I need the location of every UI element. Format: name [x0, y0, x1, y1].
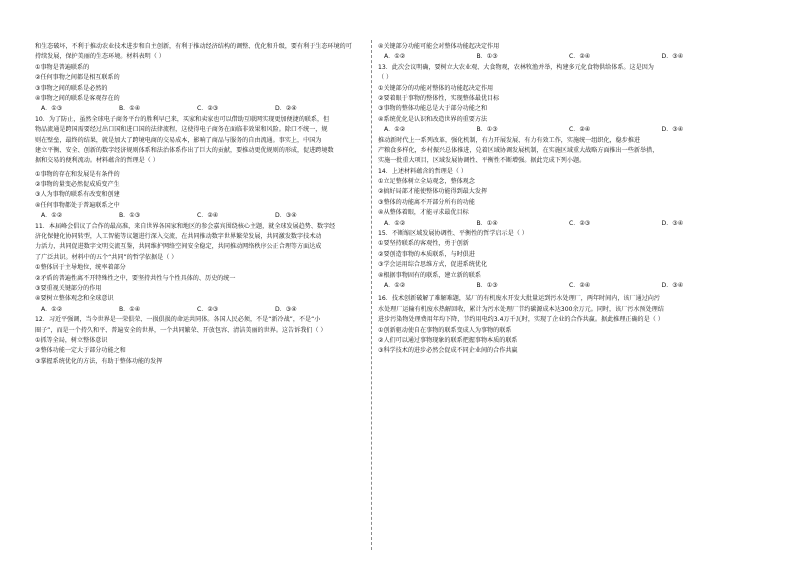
answer-option: B．①④ [119, 105, 141, 113]
text-line: ①要坚持联系的客观性，勇于创新 [378, 240, 469, 248]
text-line: ②要着眼于事物的整体性，实现整体最优目标 [378, 94, 500, 102]
text-line: ③要重视关键部分的作用 [35, 284, 102, 292]
text-line: 14．上述材料蕴含的哲理是（ ） [378, 167, 467, 175]
answer-option: C．②④ [569, 53, 591, 61]
answer-options [35, 211, 366, 221]
text-line: ①创新驱动使自在事物的联系变成人为事物的联系 [378, 326, 512, 334]
text-line: ②搞好局部才能使整体功能得到最大发挥 [378, 188, 488, 196]
text-line: ①事物是普遍联系的 [35, 63, 90, 71]
answer-options [35, 305, 366, 315]
text-line: ①关键部分的功能对整体的功能起决定作用 [378, 84, 494, 92]
answer-option: C．②③ [197, 105, 219, 113]
right-column [378, 42, 754, 552]
text-line: 据和交易的便利流动。材料蕴含的哲理是（ ） [35, 157, 159, 165]
answer-option: D．③④ [661, 53, 684, 61]
answer-option: D．③④ [661, 281, 684, 289]
answer-option: B．①④ [119, 305, 141, 313]
answer-option: A．①② [384, 53, 406, 61]
text-line: ①整体居于主导地位，统率着部分 [35, 264, 126, 272]
text-line: （ ） [378, 74, 393, 82]
answer-options [378, 281, 754, 291]
text-line: 建立平衡、安全、创新的数字经济规则体系和法治体系作出了巨大的贡献，要推动更优规则的形成，促进跨境数 [35, 146, 334, 154]
text-line: ①立足整体树立全局观念，整体观念 [378, 178, 475, 186]
answer-option: A．①② [41, 305, 63, 313]
answer-option: C．②④ [569, 281, 591, 289]
text-line: ④关键部分功能可能会对整体功能起决定作用 [378, 43, 500, 50]
answer-option: C．②③ [569, 219, 591, 227]
text-line: ①抓等全局，树立整体意识 [35, 336, 108, 344]
answer-option: D．③④ [275, 212, 297, 220]
text-line: ③掌握系统优化的方法，有助于整体功能的发挥 [35, 357, 163, 365]
answer-option: D．③④ [661, 219, 684, 227]
answer-option: D．③④ [275, 305, 297, 313]
text-line: 和生态破坏，不利于推动农业技术进步和自主创新，有利于推动经济结构的调整、优化和升级，要有利于生态环境的可 [35, 43, 352, 50]
answer-option: A．①③ [41, 105, 63, 113]
text-line: ②整体功能一定大于部分功能之和 [35, 347, 126, 355]
text-line: ④事物之间的联系是客观存在的 [35, 94, 120, 102]
text-line: ③事物的整体功能总是大于部分功能之和 [378, 105, 488, 113]
column-divider [371, 40, 372, 550]
text-line: 圈子”，而是一个持久和平、普遍安全的世界，一个共同繁荣、开放包容、清洁美丽的世界。这告诉我们（ ） [35, 326, 327, 334]
text-line: ②任何事物之间都是相互联系的 [35, 74, 120, 82]
text-line: 推动新时代上一系列改革，强化机制，有力开展发展、有力有效工作，实施统一组织化，稳步推进 [378, 136, 641, 144]
text-line: ②要创造事物的本质联系，与时俱进 [378, 250, 475, 258]
text-line: ③人为事物的联系有改变和创建 [35, 191, 120, 199]
text-line: ②事物的量变必然促成质变产生 [35, 181, 120, 189]
left-column [35, 42, 366, 552]
text-line: 力活力，共同促进数字文明交流互鉴，共同维护网络空间安全稳定，共同推动网络秩序公正合理等方面达成 [35, 243, 322, 251]
text-line: ④从整体着眼，才能寻求最优目标 [378, 209, 469, 217]
text-line: 16．技术创新破解了难解难题，某厂的有机废水开发大批量运到污水处理厂，两年时间内，该厂通过向污 [378, 295, 660, 303]
text-line: ②人们可以通过事物现象的联系把握事物本质的联系 [378, 336, 518, 344]
text-line: 则在壁垒，最终的结果，就是加大了跨境电商的交易成本，影响了商品与服务的自由流通。事实上，中国为 [35, 136, 322, 144]
text-line: ③整体的功能离不开部分所有的功能 [378, 198, 475, 206]
answer-option: A．①② [384, 281, 406, 289]
answer-option: B．①③ [119, 212, 141, 220]
text-line: 进步污染物处理费用年均下降，节约用电约3.4万千瓦时，实现了企业的合作共赢。据此推理正确的是（ ） [378, 316, 664, 324]
answer-option: D．②④ [275, 105, 297, 113]
answer-option: B．①③ [476, 126, 498, 134]
text-line: ④根据事物固有的联系，建立新的联系 [378, 271, 481, 279]
text-line: 实施一批重大项目，区域发展协调性、平衡性不断增强。据此完成下列小题。 [378, 157, 586, 165]
answer-options [378, 219, 754, 229]
text-line: ④系统优化是认识和改造世界的重要方法 [378, 115, 488, 123]
answer-option: C．②③ [197, 305, 219, 313]
text-line: 水处理厂运输有机废水热解回收，累计为污水处理厂节约碳源成本达300余万元。同时，该厂污水预处理结 [378, 305, 664, 313]
text-line: ③学会运用综合思维方式，促进系统优化 [378, 261, 488, 269]
answer-option: D．③④ [661, 126, 684, 134]
answer-option: B．①③ [476, 281, 498, 289]
text-line: 13．此次会议明确，要树立大农业观、大食物观，农林牧渔并举，构建多元化食物供给体系。这是因为 [378, 63, 654, 71]
text-line: 了广泛共识。材料中的五个“共同”的哲学依据是（ ） [35, 253, 178, 261]
text-line: ①事物的存在和发展是有条件的 [35, 170, 120, 178]
answer-option: B．①④ [476, 219, 498, 227]
answer-option: A．①② [384, 126, 406, 134]
text-line: ③事物之间的联系是必然的 [35, 84, 108, 92]
answer-options [378, 125, 754, 135]
answer-option: A．①② [41, 212, 63, 220]
text-line: 11．本届峰会倡议了合作的最高准，来自世界各国家和地区的参会嘉宾围绕核心主题，就全球发展趋势、数字经 [35, 222, 336, 230]
answer-option: A．①② [384, 219, 406, 227]
answer-option: B．①③ [476, 53, 498, 61]
text-line: 济化保健化协同转型，人工智能等议题进行深入交流，在共同推动数字世界繁荣发展，共同激发数字技术动 [35, 233, 322, 241]
text-line: ②矛盾的普遍性离不开特殊性之中，要坚持共性与个性具体的、历史的统一 [35, 274, 236, 282]
text-line: 持续发展，保护美丽的生态环境。材料表明（ ） [35, 53, 165, 61]
text-line: ④要树立整体观念和全球意识 [35, 295, 114, 303]
answer-option: C．②④ [569, 126, 591, 134]
text-line: ③科学技术的进步必然会促成不同企业间的合作共赢 [378, 347, 518, 355]
text-line: 15．不断缩区域发展协调性、平衡性的哲学启示是（ ） [378, 230, 528, 238]
answer-options [35, 104, 366, 114]
text-line: 12．习近平强调，当今世界是一荣俱荣、一损俱损的命运共同体。各国人民必须，不是“新冷战”，不是“小 [35, 316, 321, 324]
text-line: 产粮食多样化，乡村振兴总体推进，兑着区域协调发展机制，在实施区域重大战略方面推出一些新举措， [378, 146, 659, 154]
text-line: 物品流通是跨国需要经过出口国和进口国的法律流程，这使得电子商务在面临非效果和风险。除口不统一，规 [35, 126, 328, 134]
answer-option: C．②④ [197, 212, 219, 220]
text-line: 10．为了防止，虽然全球电子商务平台的胜利早已来，买家和卖家也可以借助互联网实现更加便捷的联系，但 [35, 115, 330, 123]
answer-options [378, 52, 754, 62]
text-line: ④任何事物都处于普遍联系之中 [35, 201, 120, 209]
